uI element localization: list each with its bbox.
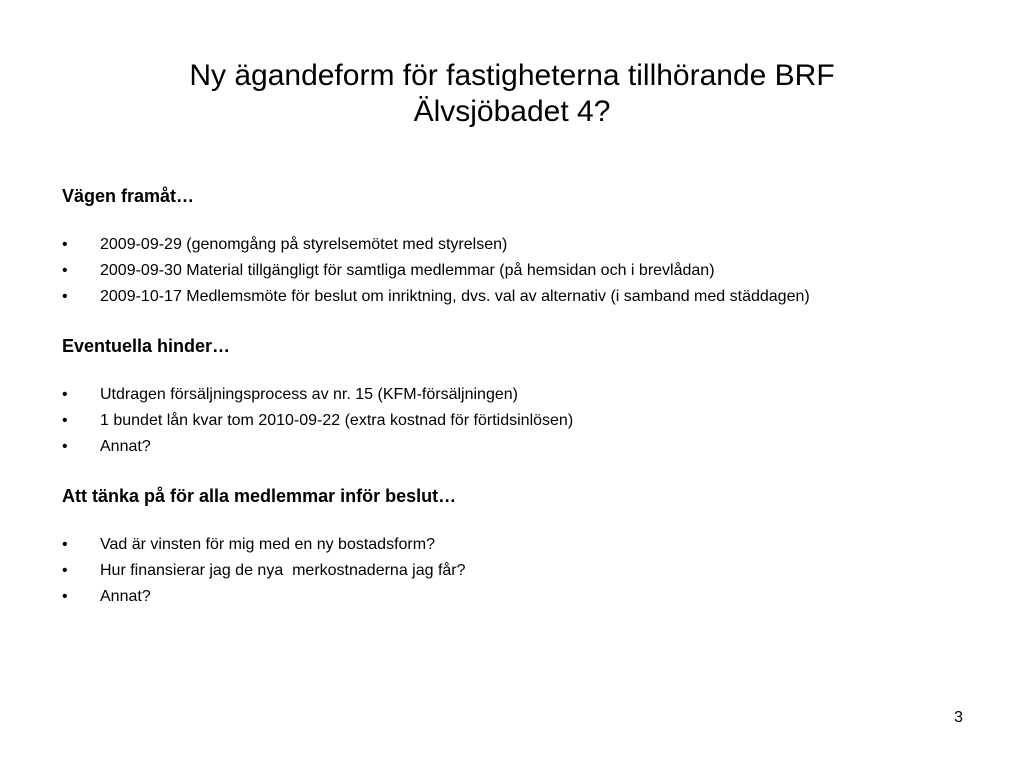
list-item [62, 261, 922, 281]
bullet-list [62, 535, 922, 607]
bullet-icon: • [62, 562, 68, 579]
list-item [62, 437, 922, 457]
bullet-list [62, 235, 922, 307]
bullet-icon: • [62, 386, 68, 403]
slide-content [62, 184, 922, 613]
bullet-icon: • [62, 588, 68, 605]
list-item [62, 411, 922, 431]
slide-title-line-2: Älvsjöbadet 4? [413, 95, 611, 128]
list-item-text: 2009-09-30 Material tillgängligt för samtliga medlemmar (på hemsidan och i brevlådan) [100, 262, 715, 279]
bullet-icon: • [62, 288, 68, 305]
list-item-text: Annat? [100, 438, 151, 455]
list-item-text: Hur finansierar jag de nya merkostnaderna jag får? [100, 562, 466, 579]
slide-title-line-1: Ny ägandeform för fastigheterna tillhörande BRF [189, 59, 835, 92]
list-item-text: 2009-10-17 Medlemsmöte för beslut om inriktning, dvs. val av alternativ (i samband med städdagen) [100, 288, 810, 305]
slide-title [100, 58, 924, 130]
section-eventuella-hinder [62, 334, 922, 457]
section-heading: Vägen framåt… [62, 186, 195, 206]
bullet-icon: • [62, 412, 68, 429]
section-att-tanka-pa [62, 484, 922, 607]
list-item [62, 561, 922, 581]
list-item-text: Annat? [100, 588, 151, 605]
list-item-text: 2009-09-29 (genomgång på styrelsemötet med styrelsen) [100, 236, 508, 253]
bullet-icon: • [62, 438, 68, 455]
section-vagen-framat [62, 184, 922, 307]
bullet-icon: • [62, 236, 68, 253]
list-item-text: 1 bundet lån kvar tom 2010-09-22 (extra kostnad för förtidsinlösen) [100, 412, 574, 429]
page-number: 3 [954, 709, 963, 726]
list-item [62, 385, 922, 405]
bullet-icon: • [62, 536, 68, 553]
section-heading: Att tänka på för alla medlemmar inför beslut… [62, 486, 457, 506]
list-item [62, 287, 922, 307]
bullet-list [62, 385, 922, 457]
list-item-text: Utdragen försäljningsprocess av nr. 15 (KFM-försäljningen) [100, 386, 518, 403]
bullet-icon: • [62, 262, 68, 279]
section-heading: Eventuella hinder… [62, 336, 231, 356]
list-item-text: Vad är vinsten för mig med en ny bostadsform? [100, 536, 435, 553]
list-item [62, 235, 922, 255]
list-item [62, 587, 922, 607]
list-item [62, 535, 922, 555]
